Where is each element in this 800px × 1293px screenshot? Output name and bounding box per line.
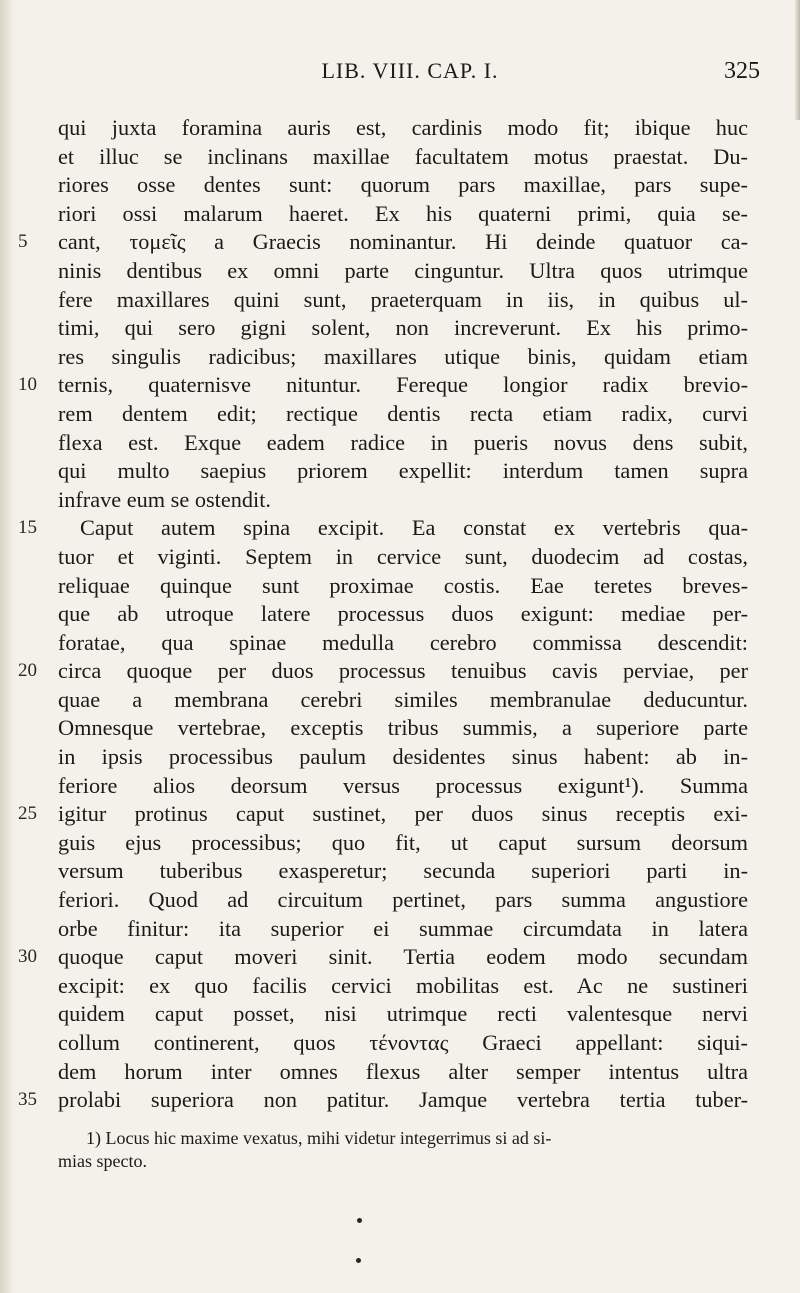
line-text: reliquae quinque sunt proximae costis. Eae teretes breves- bbox=[58, 572, 748, 598]
ink-speck bbox=[356, 1258, 361, 1263]
line-number: 15 bbox=[18, 517, 37, 539]
ink-speck bbox=[357, 1218, 362, 1223]
line-text: quae a membrana cerebri similes membranulae deducuntur. bbox=[58, 686, 748, 712]
text-line bbox=[18, 371, 748, 400]
line-text: ternis, quaternisve nituntur. Fereque longior radix brevio- bbox=[58, 372, 748, 398]
text-line bbox=[58, 772, 748, 801]
line-text: collum continerent, quos τένοντας Graeci appellant: siqui- bbox=[58, 1030, 748, 1055]
text-line bbox=[18, 943, 748, 972]
body-text bbox=[18, 114, 748, 1115]
line-text: tuor et viginti. Septem in cervice sunt, duodecim ad costas, bbox=[58, 543, 748, 569]
line-text: fere maxillares quini sunt, praeterquam in iis, in quibus ul- bbox=[58, 286, 748, 312]
text-line bbox=[58, 543, 748, 572]
text-line bbox=[58, 600, 748, 629]
page-header bbox=[60, 58, 760, 98]
text-line bbox=[58, 857, 748, 886]
line-text: timi, qui sero gigni solent, non increverunt. Ex his primo- bbox=[58, 315, 748, 341]
line-number: 10 bbox=[18, 374, 37, 396]
line-text: quidem caput posset, nisi utrimque recti valentesque nervi bbox=[58, 1001, 748, 1027]
text-line bbox=[18, 657, 748, 686]
text-line bbox=[58, 286, 748, 315]
text-line bbox=[58, 972, 748, 1001]
text-line bbox=[58, 829, 748, 858]
line-text: infrave eum se ostendit. bbox=[58, 486, 271, 512]
line-text: Caput autem spina excipit. Ea constat ex vertebris qua- bbox=[80, 515, 748, 541]
line-text: ninis dentibus ex omni parte cinguntur. Ultra quos utrimque bbox=[58, 257, 748, 283]
line-text: prolabi superiora non patitur. Jamque vertebra tertia tuber- bbox=[58, 1087, 748, 1113]
text-line bbox=[18, 228, 748, 257]
line-text: flexa est. Exque eadem radice in pueris novus dens subit, bbox=[58, 429, 748, 455]
line-text: Omnesque vertebrae, exceptis tribus summis, a superiore parte bbox=[58, 715, 748, 741]
running-head: LIB. VIII. CAP. I. bbox=[321, 58, 499, 83]
text-line bbox=[58, 886, 748, 915]
line-text: quoque caput moveri sinit. Tertia eodem modo secundam bbox=[58, 944, 748, 970]
text-line bbox=[58, 714, 748, 743]
text-line bbox=[58, 200, 748, 229]
text-line bbox=[58, 143, 748, 172]
text-line bbox=[58, 1000, 748, 1029]
line-number: 25 bbox=[18, 803, 37, 825]
line-text: in ipsis processibus paulum desidentes sinus habent: ab in- bbox=[58, 744, 748, 770]
line-text: rem dentem edit; rectique dentis recta etiam radix, curvi bbox=[58, 400, 748, 426]
line-text: cant, τομεῖς a Graecis nominantur. Hi deinde quatuor ca- bbox=[58, 229, 748, 255]
text-line bbox=[58, 400, 748, 429]
line-text: feriore alios deorsum versus processus exigunt¹). Summa bbox=[58, 772, 748, 798]
footnote-line: mias specto. bbox=[58, 1151, 147, 1171]
text-line bbox=[58, 486, 748, 515]
text-line bbox=[18, 800, 748, 829]
text-line bbox=[58, 429, 748, 458]
line-number: 5 bbox=[18, 231, 28, 253]
footnote bbox=[58, 1127, 748, 1173]
page-edge-shadow bbox=[794, 0, 800, 120]
line-text: orbe finitur: ita superior ei summae circumdata in latera bbox=[58, 915, 748, 941]
text-line bbox=[18, 514, 748, 543]
line-text: qui juxta foramina auris est, cardinis modo fit; ibique huc bbox=[58, 115, 748, 140]
text-line bbox=[58, 743, 748, 772]
line-text: foratae, qua spinae medulla cerebro commissa descendit: bbox=[58, 629, 748, 655]
line-text: que ab utroque latere processus duos exigunt: mediae per- bbox=[58, 601, 748, 627]
text-line bbox=[58, 171, 748, 200]
line-text: excipit: ex quo facilis cervici mobilitas est. Ac ne sustineri bbox=[58, 972, 748, 998]
line-text: riori ossi malarum haeret. Ex his quaterni primi, quia se- bbox=[58, 200, 748, 226]
text-line bbox=[58, 686, 748, 715]
text-line bbox=[58, 343, 748, 372]
binding-gutter-shadow bbox=[0, 0, 14, 1293]
line-text: igitur protinus caput sustinet, per duos sinus receptis exi- bbox=[58, 801, 748, 827]
line-text: res singulis radicibus; maxillares utique binis, quidam etiam bbox=[58, 343, 748, 369]
line-text: et illuc se inclinans maxillae facultatem motus praestat. Du- bbox=[58, 143, 748, 169]
text-line bbox=[58, 457, 748, 486]
text-line bbox=[58, 572, 748, 601]
line-text: riores osse dentes sunt: quorum pars maxillae, pars supe- bbox=[58, 172, 748, 198]
line-number: 20 bbox=[18, 660, 37, 682]
line-text: qui multo saepius priorem expellit: interdum tamen supra bbox=[58, 458, 748, 484]
text-line bbox=[58, 314, 748, 343]
line-text: versum tuberibus exasperetur; secunda superiori parti in- bbox=[58, 858, 748, 884]
line-text: feriori. Quod ad circuitum pertinet, pars summa angustiore bbox=[58, 887, 748, 913]
text-line bbox=[58, 629, 748, 658]
text-line bbox=[58, 114, 748, 143]
text-line bbox=[58, 1029, 748, 1058]
line-number: 30 bbox=[18, 946, 37, 968]
line-text: guis ejus processibus; quo fit, ut caput sursum deorsum bbox=[58, 829, 748, 855]
text-line bbox=[18, 1086, 748, 1115]
text-line bbox=[58, 257, 748, 286]
text-line bbox=[58, 1058, 748, 1087]
line-text: dem horum inter omnes flexus alter semper intentus ultra bbox=[58, 1058, 748, 1084]
line-text: circa quoque per duos processus tenuibus cavis perviae, per bbox=[58, 658, 748, 684]
text-line bbox=[58, 915, 748, 944]
page-number: 325 bbox=[724, 58, 760, 84]
line-number: 35 bbox=[18, 1089, 37, 1111]
footnote-line: 1) Locus hic maxime vexatus, mihi videtur integerrimus si ad si- bbox=[86, 1128, 552, 1148]
